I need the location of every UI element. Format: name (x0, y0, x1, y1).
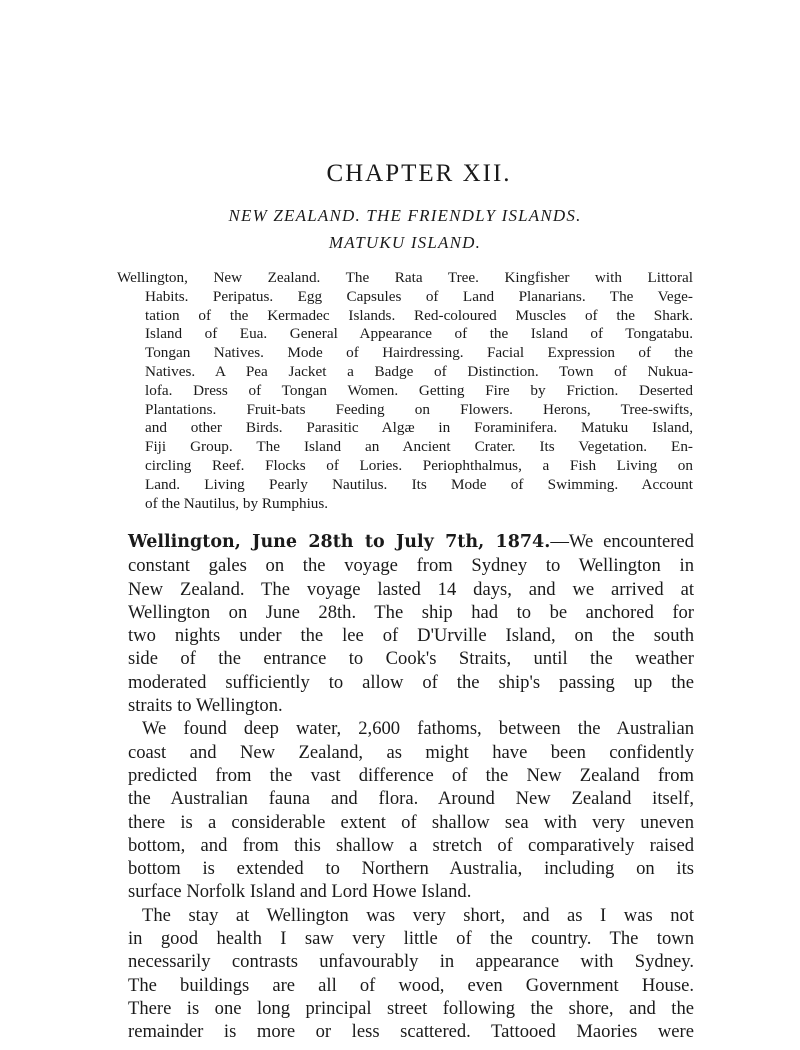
body-line-text: —We encountered (550, 531, 694, 552)
body-line: The stay at Wellington was very short, and as I was not (142, 904, 694, 926)
section-lead: Wellington, June 28th to July 7th, 1874. (128, 532, 551, 552)
body-line-first (128, 530, 694, 554)
summary-line: Natives. A Pea Jacket a Badge of Distinction. Town of Nukua- (145, 362, 693, 380)
body-line: Wellington on June 28th. The ship had to be anchored for (128, 601, 694, 623)
body-line: straits to Wellington. (128, 695, 283, 717)
chapter-summary (117, 269, 693, 513)
body-line: two nights under the lee of D'Urville Island, on the south (128, 625, 694, 647)
body-line: surface Norfolk Island and Lord Howe Island. (128, 881, 472, 903)
body-text (128, 530, 694, 1044)
body-line: necessarily contrasts unfavourably in appearance with Sydney. (128, 951, 694, 973)
summary-line: Island of Eua. General Appearance of the Island of Tongatabu. (145, 325, 693, 343)
summary-line: tation of the Kermadec Islands. Red-coloured Muscles of the Shark. (145, 306, 693, 324)
chapter-subtitle-line-1: NEW ZEALAND. THE FRIENDLY ISLANDS. (228, 206, 582, 225)
summary-line: lofa. Dress of Tongan Women. Getting Fire by Friction. Deserted (145, 381, 693, 399)
summary-line: Wellington, New Zealand. The Rata Tree. Kingfisher with Littoral (117, 269, 693, 286)
body-line: side of the entrance to Cook's Straits, until the weather (128, 648, 694, 670)
summary-line: Land. Living Pearly Nautilus. Its Mode of Swimming. Account (145, 475, 693, 493)
body-line: bottom is extended to Northern Australia, including on its (128, 858, 694, 880)
body-line: New Zealand. The voyage lasted 14 days, and we arrived at (128, 578, 694, 600)
summary-line: and other Birds. Parasitic Algæ in Foraminifera. Matuku Island, (145, 419, 693, 437)
body-line: predicted from the vast difference of the New Zealand from (128, 764, 694, 786)
body-line: constant gales on the voyage from Sydney to Wellington in (128, 555, 694, 577)
summary-line: Fiji Group. The Island an Ancient Crater. Its Vegetation. En- (145, 438, 693, 456)
body-line: There is one long principal street following the shore, and the (128, 997, 694, 1019)
body-line: We found deep water, 2,600 fathoms, between the Australian (142, 718, 694, 740)
summary-line: Tongan Natives. Mode of Hairdressing. Facial Expression of the (145, 344, 693, 362)
body-line: The buildings are all of wood, even Government House. (128, 974, 694, 996)
summary-line: of the Nautilus, by Rumphius. (145, 494, 329, 512)
summary-line: circling Reef. Flocks of Lories. Periophthalmus, a Fish Living on (145, 456, 693, 474)
chapter-subtitle-line-2: MATUKU ISLAND. (328, 233, 482, 252)
body-line: there is a considerable extent of shallow sea with very uneven (128, 811, 694, 833)
body-line: moderated sufficiently to allow of the ship's passing up the (128, 671, 694, 693)
body-line: the Australian fauna and flora. Around New Zealand itself, (128, 788, 694, 810)
summary-line: Habits. Peripatus. Egg Capsules of Land Planarians. The Vege- (145, 287, 693, 305)
body-line: in good health I saw very little of the country. The town (128, 928, 694, 950)
summary-line: Plantations. Fruit-bats Feeding on Flowers. Herons, Tree-swifts, (145, 400, 693, 418)
body-line: remainder is more or less scattered. Tattooed Maories were (128, 1021, 694, 1043)
body-line: bottom, and from this shallow a stretch of comparatively raised (128, 834, 694, 856)
body-line: coast and New Zealand, as might have been confidently (128, 741, 694, 763)
chapter-title: CHAPTER XII. (326, 160, 512, 187)
